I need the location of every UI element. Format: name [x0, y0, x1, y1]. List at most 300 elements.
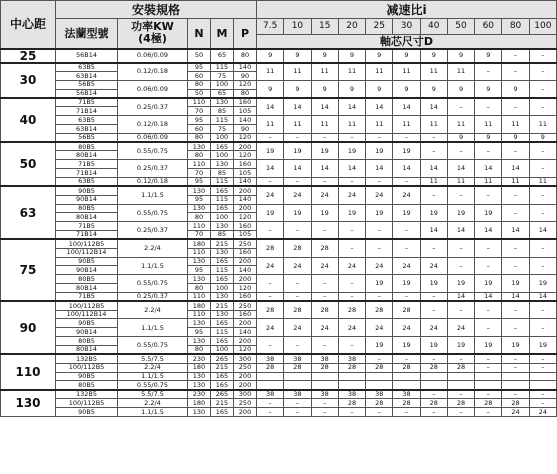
shaft-diameter-cell: – — [529, 301, 556, 319]
m-cell: 100 — [211, 213, 234, 222]
shaft-diameter-cell: 28 — [393, 399, 420, 408]
power-cell: 1.1/1.5 — [118, 257, 188, 275]
power-cell: 0.12/0.18 — [118, 177, 188, 186]
ratio-header: 7.5 — [257, 19, 284, 35]
shaft-diameter-cell: 28 — [393, 301, 420, 319]
shaft-diameter-cell: 24 — [366, 319, 393, 337]
flange-cell: 63B14 — [56, 124, 118, 133]
n-cell: 130 — [188, 186, 211, 195]
shaft-diameter-cell: – — [366, 239, 393, 257]
shaft-diameter-cell: 11 — [366, 63, 393, 81]
flange-cell: 80B5 — [56, 204, 118, 213]
table-row — [1, 390, 557, 399]
shaft-diameter-cell: – — [284, 133, 311, 142]
flange-cell: 71B14 — [56, 169, 118, 178]
shaft-diameter-cell: 19 — [475, 275, 502, 293]
power-cell: 0.25/0.37 — [118, 292, 188, 301]
shaft-diameter-cell: – — [311, 399, 338, 408]
p-cell: 200 — [234, 372, 257, 381]
shaft-diameter-cell: – — [502, 239, 529, 257]
shaft-diameter-cell: 14 — [475, 222, 502, 240]
p-cell: 160 — [234, 160, 257, 169]
shaft-diameter-cell: 19 — [257, 204, 284, 222]
shaft-diameter-cell: 9 — [475, 49, 502, 63]
m-cell: 75 — [211, 71, 234, 80]
shaft-diameter-cell: 28 — [447, 399, 474, 408]
shaft-diameter-cell: – — [311, 275, 338, 293]
flange-cell: 71B5 — [56, 222, 118, 231]
shaft-diameter-cell: 38 — [257, 354, 284, 363]
shaft-diameter-cell: 28 — [338, 301, 365, 319]
shaft-diameter-cell — [502, 372, 529, 381]
shaft-diameter-cell: – — [366, 354, 393, 363]
shaft-diameter-cell: 14 — [420, 98, 447, 116]
shaft-diameter-cell: 24 — [393, 257, 420, 275]
shaft-diameter-cell: 11 — [366, 116, 393, 134]
shaft-diameter-cell: – — [284, 275, 311, 293]
shaft-diameter-cell: 11 — [257, 63, 284, 81]
center-distance-cell: 130 — [1, 390, 56, 417]
shaft-diameter-cell: 11 — [393, 116, 420, 134]
shaft-diameter-cell: 9 — [529, 133, 556, 142]
m-cell: 115 — [211, 177, 234, 186]
shaft-diameter-cell: 9 — [257, 80, 284, 98]
shaft-diameter-cell: – — [257, 222, 284, 240]
flange-cell: 80B5 — [56, 142, 118, 151]
shaft-diameter-cell: 9 — [366, 49, 393, 63]
power-cell: 1.1/1.5 — [118, 372, 188, 381]
flange-cell: 56B5 — [56, 80, 118, 89]
shaft-diameter-cell: 11 — [257, 116, 284, 134]
shaft-diameter-cell: 24 — [447, 319, 474, 337]
shaft-diameter-cell: 11 — [447, 177, 474, 186]
n-cell: 95 — [188, 266, 211, 275]
shaft-diameter-cell: 19 — [420, 337, 447, 355]
shaft-diameter-cell: 11 — [338, 63, 365, 81]
shaft-diameter-cell: – — [529, 257, 556, 275]
p-cell: 250 — [234, 363, 257, 372]
shaft-diameter-cell: 11 — [393, 63, 420, 81]
flange-cell: 56B5 — [56, 133, 118, 142]
shaft-diameter-cell: – — [366, 133, 393, 142]
shaft-diameter-cell: 11 — [284, 63, 311, 81]
n-cell: 70 — [188, 107, 211, 116]
n-cell: 230 — [188, 390, 211, 399]
flange-cell: 90B5 — [56, 186, 118, 195]
m-cell: 115 — [211, 328, 234, 337]
shaft-diameter-cell: 28 — [257, 239, 284, 257]
shaft-diameter-cell: 19 — [475, 204, 502, 222]
shaft-diameter-cell: 9 — [366, 80, 393, 98]
table-row — [1, 399, 557, 408]
power-poles-label: (4極) — [138, 32, 167, 46]
n-cell: 95 — [188, 177, 211, 186]
shaft-diameter-cell: – — [502, 142, 529, 160]
p-cell: 140 — [234, 266, 257, 275]
flange-cell: 100/112B14 — [56, 248, 118, 257]
shaft-diameter-cell — [475, 372, 502, 381]
m-cell: 215 — [211, 239, 234, 248]
p-cell: 250 — [234, 399, 257, 408]
n-cell: 80 — [188, 213, 211, 222]
power-cell: 1.1/1.5 — [118, 407, 188, 416]
n-cell: 130 — [188, 372, 211, 381]
n-cell: 110 — [188, 310, 211, 319]
shaft-diameter-cell: 38 — [338, 390, 365, 399]
shaft-diameter-cell: 28 — [257, 363, 284, 372]
ratio-header: 80 — [502, 19, 529, 35]
p-cell: 105 — [234, 169, 257, 178]
shaft-diameter-cell: 9 — [338, 49, 365, 63]
shaft-diameter-cell: – — [475, 257, 502, 275]
power-cell: 0.55/0.75 — [118, 204, 188, 222]
n-cell: 180 — [188, 363, 211, 372]
shaft-diameter-cell: 28 — [284, 363, 311, 372]
shaft-diameter-cell: 9 — [475, 80, 502, 98]
shaft-diameter-cell: 24 — [393, 186, 420, 204]
shaft-diameter-cell: – — [475, 390, 502, 399]
shaft-diameter-cell — [393, 381, 420, 390]
shaft-diameter-cell: 14 — [529, 222, 556, 240]
flange-cell: 100/112B5 — [56, 399, 118, 408]
shaft-diameter-cell: – — [502, 63, 529, 81]
m-cell: 100 — [211, 133, 234, 142]
flange-cell: 80B5 — [56, 275, 118, 284]
p-cell: 80 — [234, 89, 257, 98]
install-spec-header: 安裝規格 — [56, 1, 257, 19]
shaft-diameter-cell: 11 — [502, 116, 529, 134]
shaft-diameter-cell: – — [420, 133, 447, 142]
shaft-diameter-cell: 24 — [284, 319, 311, 337]
center-distance-cell: 50 — [1, 142, 56, 186]
shaft-diameter-cell: 19 — [366, 275, 393, 293]
m-cell: 215 — [211, 363, 234, 372]
shaft-diameter-cell — [529, 372, 556, 381]
p-cell: 140 — [234, 195, 257, 204]
p-cell: 160 — [234, 292, 257, 301]
shaft-diameter-cell: – — [338, 292, 365, 301]
m-cell: 130 — [211, 160, 234, 169]
shaft-diameter-cell: 28 — [475, 399, 502, 408]
table-row — [1, 160, 557, 169]
shaft-diameter-cell: 24 — [366, 186, 393, 204]
table-row — [1, 142, 557, 151]
m-cell: 215 — [211, 399, 234, 408]
shaft-diameter-cell: 9 — [284, 80, 311, 98]
shaft-diameter-cell: 14 — [420, 222, 447, 240]
shaft-diameter-cell: 19 — [393, 275, 420, 293]
m-cell: 165 — [211, 275, 234, 284]
shaft-diameter-cell: 28 — [338, 399, 365, 408]
shaft-diameter-cell: 14 — [257, 160, 284, 178]
shaft-diameter-cell — [420, 372, 447, 381]
flange-type-header: 法蘭型號 — [56, 19, 118, 49]
shaft-diameter-cell: – — [284, 177, 311, 186]
shaft-diameter-cell: – — [420, 186, 447, 204]
m-cell: 75 — [211, 124, 234, 133]
shaft-diameter-cell: 24 — [257, 319, 284, 337]
p-cell: 160 — [234, 98, 257, 107]
p-cell: 300 — [234, 354, 257, 363]
shaft-diameter-cell: – — [338, 239, 365, 257]
m-cell: 165 — [211, 337, 234, 346]
m-cell: 130 — [211, 98, 234, 107]
n-cell: 60 — [188, 124, 211, 133]
shaft-diameter-cell: 11 — [475, 177, 502, 186]
table-row — [1, 186, 557, 195]
m-header: M — [211, 19, 234, 49]
p-cell: 200 — [234, 381, 257, 390]
shaft-diameter-cell: 11 — [529, 177, 556, 186]
shaft-diameter-cell: 9 — [447, 80, 474, 98]
table-row — [1, 80, 557, 89]
m-cell: 85 — [211, 231, 234, 240]
shaft-diameter-cell: 11 — [311, 116, 338, 134]
shaft-diameter-cell: 9 — [393, 80, 420, 98]
shaft-diameter-cell: 14 — [366, 160, 393, 178]
shaft-diameter-cell: 38 — [311, 390, 338, 399]
shaft-diameter-cell: 24 — [338, 319, 365, 337]
shaft-diameter-cell: 11 — [447, 116, 474, 134]
shaft-diameter-cell: – — [475, 63, 502, 81]
shaft-diameter-header: 軸芯尺寸D — [257, 35, 557, 49]
shaft-diameter-cell: – — [257, 275, 284, 293]
flange-cell: 56B14 — [56, 49, 118, 63]
m-cell: 100 — [211, 284, 234, 293]
table-row — [1, 116, 557, 125]
table-row — [1, 407, 557, 416]
n-cell: 130 — [188, 337, 211, 346]
shaft-diameter-cell: 14 — [502, 222, 529, 240]
shaft-diameter-cell — [257, 381, 284, 390]
shaft-diameter-cell: 19 — [257, 142, 284, 160]
shaft-diameter-cell — [366, 381, 393, 390]
center-distance-cell: 40 — [1, 98, 56, 142]
flange-cell: 90B5 — [56, 407, 118, 416]
shaft-diameter-cell: – — [257, 177, 284, 186]
p-cell: 120 — [234, 133, 257, 142]
ratio-header: 30 — [393, 19, 420, 35]
shaft-diameter-cell: – — [529, 98, 556, 116]
p-cell: 80 — [234, 49, 257, 63]
shaft-diameter-cell: 28 — [284, 301, 311, 319]
shaft-diameter-cell: 38 — [284, 354, 311, 363]
shaft-diameter-cell: 28 — [447, 363, 474, 372]
flange-cell: 80B5 — [56, 337, 118, 346]
table-row — [1, 49, 557, 63]
shaft-diameter-cell: – — [447, 98, 474, 116]
flange-cell: 71B5 — [56, 160, 118, 169]
shaft-diameter-cell: – — [475, 186, 502, 204]
m-cell: 100 — [211, 346, 234, 355]
n-cell: 110 — [188, 292, 211, 301]
shaft-diameter-cell: – — [284, 337, 311, 355]
shaft-diameter-cell: 28 — [257, 301, 284, 319]
p-cell: 200 — [234, 142, 257, 151]
shaft-diameter-cell: 24 — [366, 257, 393, 275]
flange-cell: 90B5 — [56, 319, 118, 328]
shaft-diameter-cell: 14 — [529, 292, 556, 301]
p-cell: 200 — [234, 204, 257, 213]
shaft-diameter-cell: 24 — [338, 186, 365, 204]
n-cell: 80 — [188, 80, 211, 89]
shaft-diameter-cell: – — [447, 257, 474, 275]
table-row — [1, 133, 557, 142]
flange-cell: 90B14 — [56, 195, 118, 204]
shaft-diameter-cell: – — [393, 133, 420, 142]
m-cell: 130 — [211, 248, 234, 257]
shaft-diameter-cell: 14 — [447, 222, 474, 240]
shaft-diameter-cell: 11 — [420, 116, 447, 134]
shaft-diameter-cell: – — [529, 142, 556, 160]
shaft-diameter-cell: 38 — [284, 390, 311, 399]
shaft-diameter-cell: 14 — [475, 160, 502, 178]
p-cell: 160 — [234, 222, 257, 231]
flange-cell: 100/112B14 — [56, 310, 118, 319]
m-cell: 215 — [211, 301, 234, 310]
shaft-diameter-cell: 14 — [475, 292, 502, 301]
shaft-diameter-cell: – — [502, 319, 529, 337]
flange-cell: 132B5 — [56, 354, 118, 363]
shaft-diameter-cell: 9 — [257, 49, 284, 63]
shaft-diameter-cell: – — [257, 399, 284, 408]
shaft-diameter-cell: – — [284, 407, 311, 416]
shaft-diameter-cell: 38 — [338, 354, 365, 363]
flange-cell: 100/112B5 — [56, 363, 118, 372]
shaft-diameter-cell: 28 — [366, 301, 393, 319]
m-cell: 165 — [211, 186, 234, 195]
m-cell: 130 — [211, 222, 234, 231]
power-cell: 0.55/0.75 — [118, 337, 188, 355]
shaft-diameter-cell: – — [393, 177, 420, 186]
m-cell: 265 — [211, 354, 234, 363]
n-cell: 70 — [188, 169, 211, 178]
shaft-diameter-cell: – — [529, 160, 556, 178]
n-cell: 130 — [188, 407, 211, 416]
flange-cell: 63B14 — [56, 71, 118, 80]
shaft-diameter-cell: – — [502, 363, 529, 372]
p-cell: 90 — [234, 124, 257, 133]
shaft-diameter-cell: 14 — [393, 160, 420, 178]
shaft-diameter-cell: 24 — [257, 257, 284, 275]
m-cell: 85 — [211, 107, 234, 116]
table-row — [1, 257, 557, 266]
p-cell: 160 — [234, 310, 257, 319]
shaft-diameter-cell: 11 — [475, 116, 502, 134]
n-cell: 110 — [188, 98, 211, 107]
shaft-diameter-cell: – — [338, 337, 365, 355]
shaft-diameter-cell: 14 — [257, 98, 284, 116]
table-row — [1, 98, 557, 107]
shaft-diameter-cell: 28 — [420, 363, 447, 372]
table-row — [1, 275, 557, 284]
shaft-diameter-cell: 11 — [447, 63, 474, 81]
shaft-diameter-cell: 14 — [366, 98, 393, 116]
n-header: N — [188, 19, 211, 49]
m-cell: 65 — [211, 89, 234, 98]
m-cell: 165 — [211, 407, 234, 416]
shaft-diameter-cell — [311, 381, 338, 390]
shaft-diameter-cell: 14 — [284, 98, 311, 116]
m-cell: 115 — [211, 266, 234, 275]
p-cell: 140 — [234, 63, 257, 72]
m-cell: 130 — [211, 292, 234, 301]
n-cell: 95 — [188, 63, 211, 72]
flange-cell: 132B5 — [56, 390, 118, 399]
power-cell: 0.06/0.09 — [118, 49, 188, 63]
shaft-diameter-cell: 28 — [311, 363, 338, 372]
n-cell: 95 — [188, 328, 211, 337]
shaft-diameter-cell: 19 — [447, 337, 474, 355]
shaft-diameter-cell: 19 — [529, 337, 556, 355]
shaft-diameter-cell: 19 — [529, 275, 556, 293]
shaft-diameter-cell: 9 — [311, 80, 338, 98]
p-cell: 200 — [234, 275, 257, 284]
n-cell: 50 — [188, 49, 211, 63]
center-distance-cell: 110 — [1, 354, 56, 389]
center-distance-cell: 30 — [1, 63, 56, 98]
n-cell: 80 — [188, 151, 211, 160]
power-cell: 0.55/0.75 — [118, 142, 188, 160]
shaft-diameter-cell: – — [257, 292, 284, 301]
shaft-diameter-cell: 9 — [284, 49, 311, 63]
shaft-diameter-cell: – — [338, 133, 365, 142]
shaft-diameter-cell: 19 — [338, 204, 365, 222]
shaft-diameter-cell — [338, 381, 365, 390]
p-cell: 140 — [234, 116, 257, 125]
table-row — [1, 63, 557, 72]
shaft-diameter-cell: 24 — [284, 186, 311, 204]
shaft-diameter-cell: – — [420, 354, 447, 363]
shaft-diameter-cell: – — [529, 204, 556, 222]
shaft-diameter-cell: 28 — [393, 363, 420, 372]
power-cell: 0.12/0.18 — [118, 116, 188, 134]
n-cell: 130 — [188, 142, 211, 151]
table-row — [1, 301, 557, 310]
shaft-diameter-cell: 24 — [529, 407, 556, 416]
p-cell: 200 — [234, 319, 257, 328]
shaft-diameter-cell: – — [447, 301, 474, 319]
flange-cell: 71B5 — [56, 98, 118, 107]
shaft-diameter-cell: 28 — [311, 301, 338, 319]
shaft-diameter-cell: 19 — [447, 275, 474, 293]
shaft-diameter-cell: 38 — [257, 390, 284, 399]
p-cell: 140 — [234, 328, 257, 337]
m-cell: 130 — [211, 310, 234, 319]
table-row — [1, 354, 557, 363]
power-cell: 2.2/4 — [118, 399, 188, 408]
flange-cell: 80B5 — [56, 381, 118, 390]
shaft-diameter-cell: – — [257, 337, 284, 355]
table-row — [1, 337, 557, 346]
table-row — [1, 381, 557, 390]
shaft-diameter-cell: – — [475, 142, 502, 160]
shaft-diameter-cell — [529, 381, 556, 390]
shaft-diameter-cell: 38 — [366, 390, 393, 399]
shaft-diameter-cell: – — [393, 292, 420, 301]
shaft-diameter-cell: 11 — [420, 177, 447, 186]
m-cell: 165 — [211, 204, 234, 213]
shaft-diameter-cell: – — [338, 177, 365, 186]
p-cell: 105 — [234, 107, 257, 116]
shaft-diameter-cell: – — [502, 301, 529, 319]
m-cell: 115 — [211, 195, 234, 204]
shaft-diameter-cell: 9 — [311, 49, 338, 63]
shaft-diameter-cell: – — [529, 399, 556, 408]
ratio-header: 60 — [475, 19, 502, 35]
shaft-diameter-cell: 24 — [338, 257, 365, 275]
flange-cell: 71B14 — [56, 107, 118, 116]
